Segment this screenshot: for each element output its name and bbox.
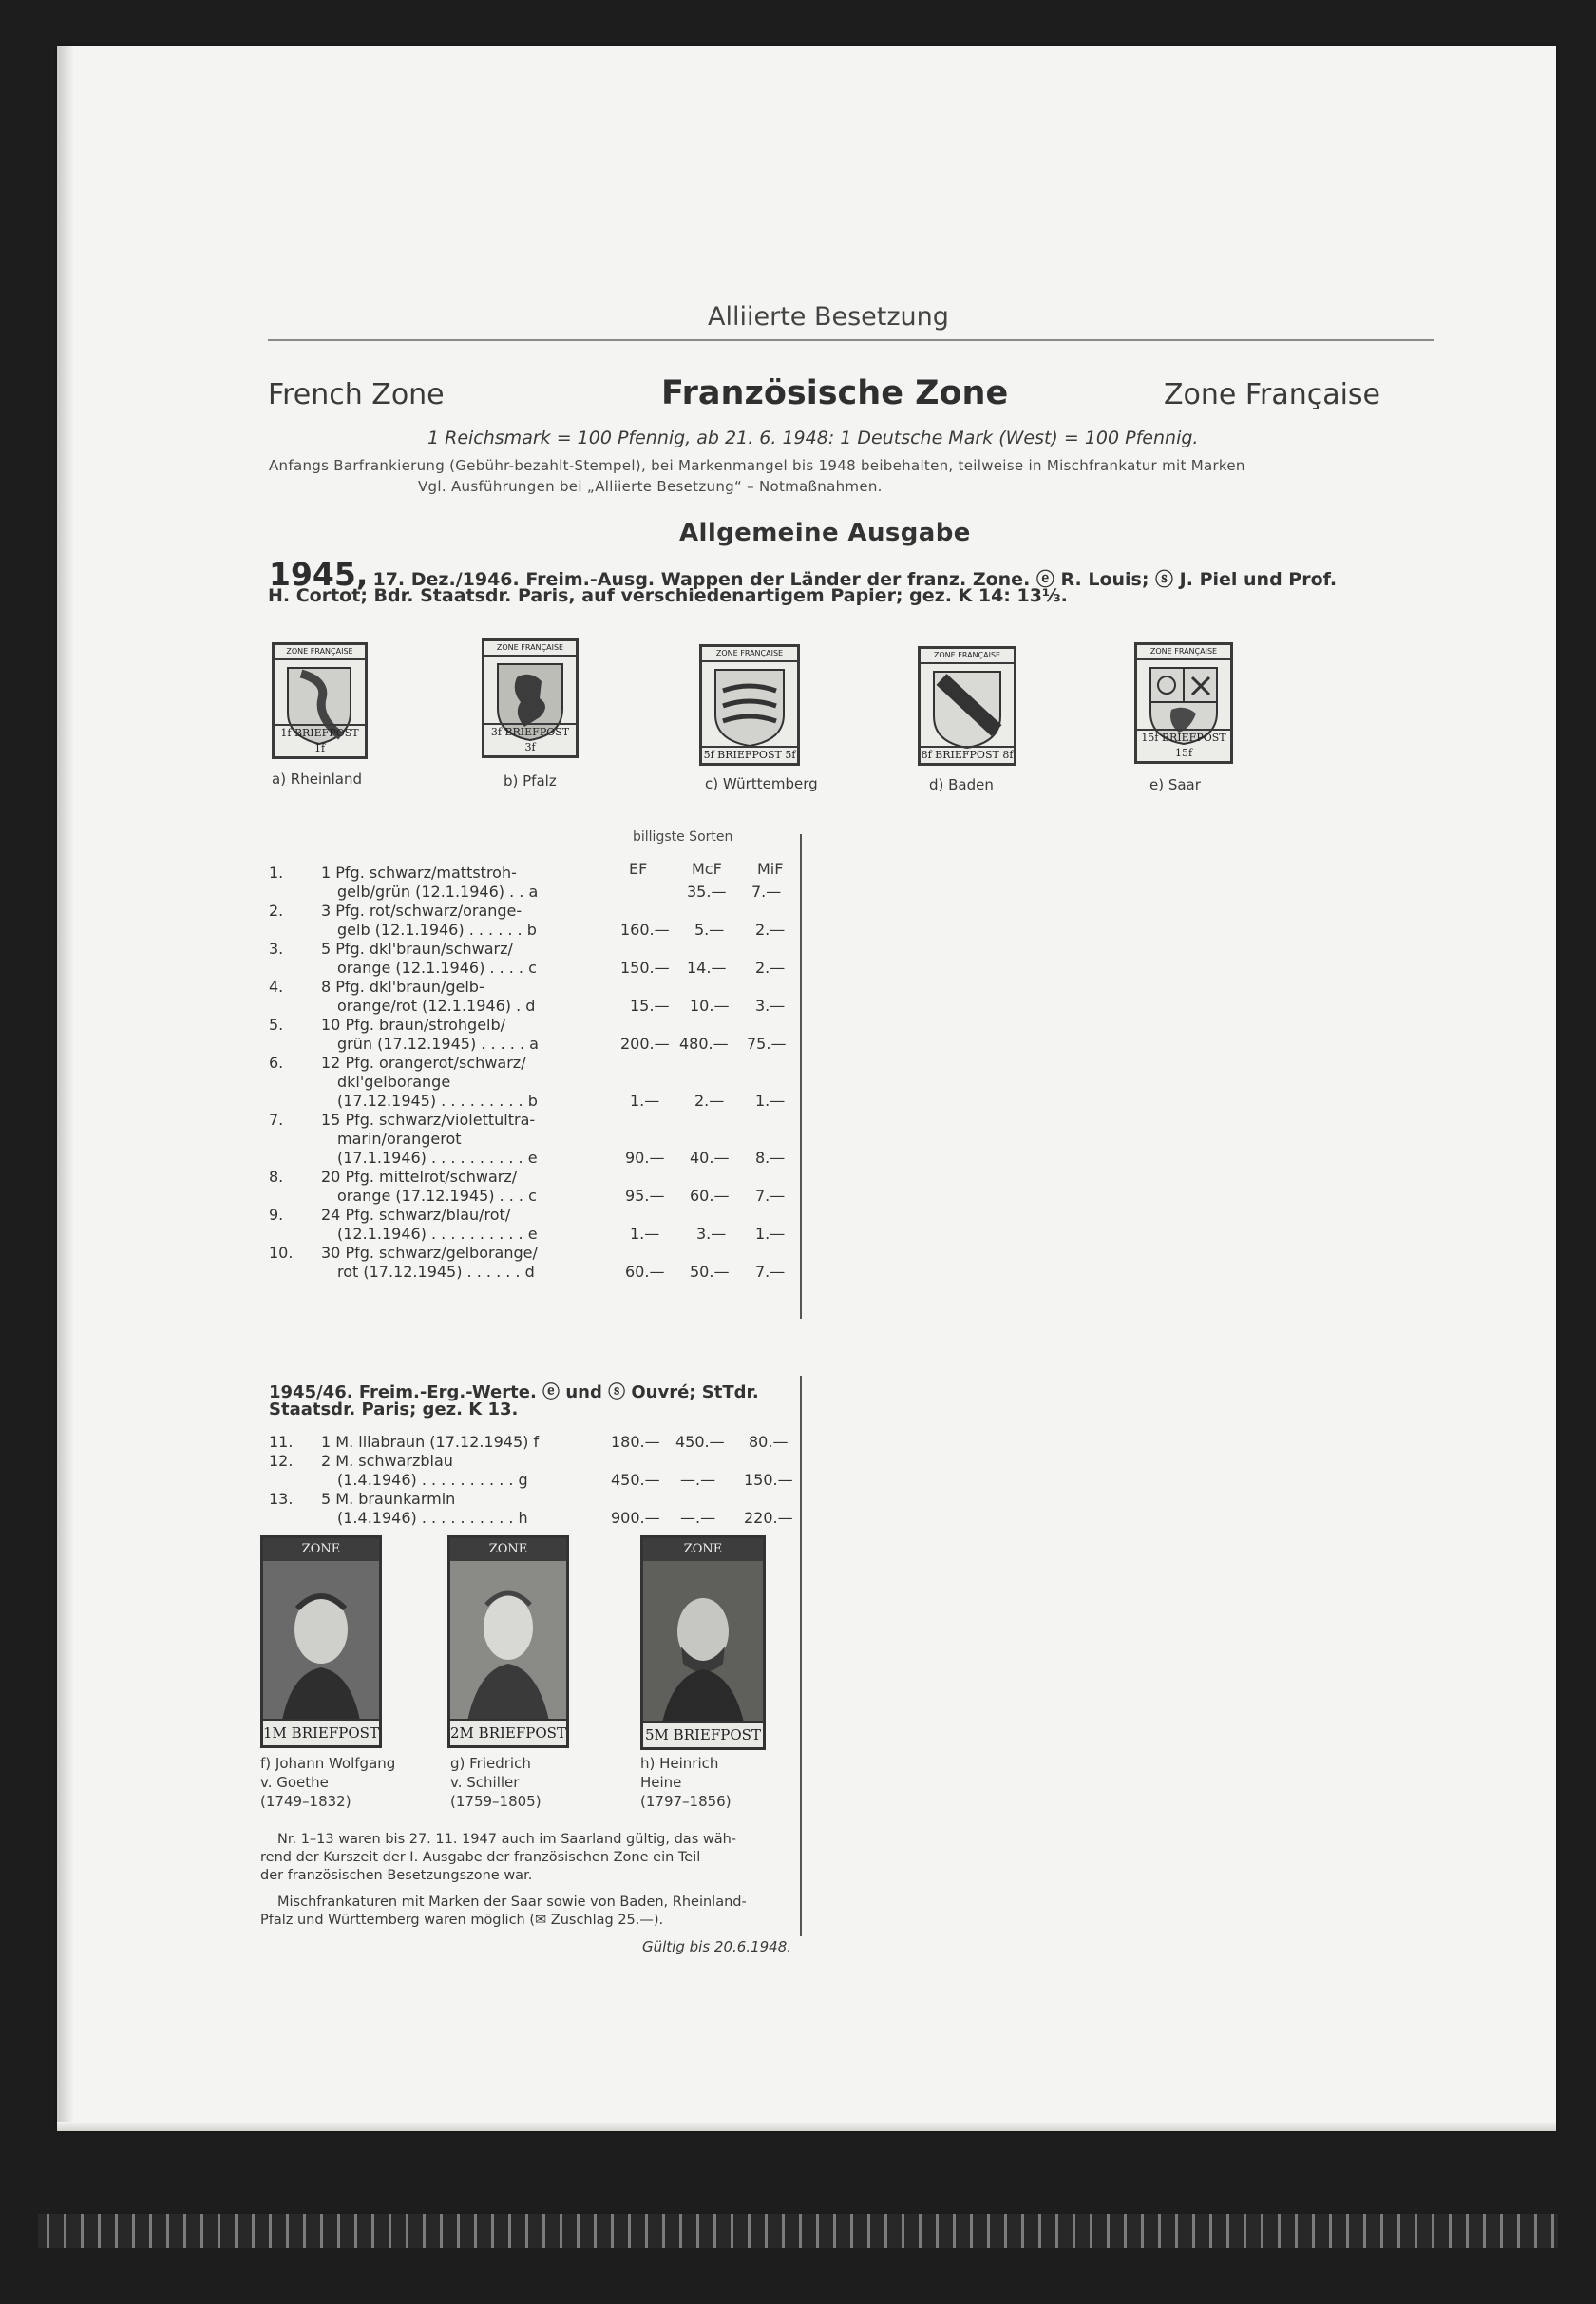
table-row xyxy=(269,1149,801,1167)
issue-heading: Staatsdr. Paris; gez. K 13. xyxy=(269,1400,519,1419)
column-header-mcf: McF xyxy=(692,860,722,878)
stamp-description: 15 Pfg. schwarz/violettultra- xyxy=(321,1111,536,1129)
stamp-caption xyxy=(640,1754,732,1811)
stamp-caption: b) Pfalz xyxy=(504,772,557,790)
stamp-description: dkl'gelborange xyxy=(337,1073,451,1091)
stamp-description: gelb/grün (12.1.1946) . . a xyxy=(337,883,539,901)
stamp-saar xyxy=(1134,642,1233,764)
stamp-description: marin/orangerot xyxy=(337,1130,462,1148)
table-row xyxy=(269,902,801,920)
price-mcf: 40.— xyxy=(690,1149,730,1167)
price-ef: 160.— xyxy=(620,921,670,939)
table-row xyxy=(269,1263,801,1281)
caption-line: v. Goethe xyxy=(260,1774,329,1791)
price-ef: 180.— xyxy=(611,1433,660,1451)
stamp-schiller xyxy=(447,1535,569,1748)
table-row xyxy=(269,1016,801,1034)
table-row xyxy=(269,978,801,996)
stamp-description: 10 Pfg. braun/strohgelb/ xyxy=(321,1016,506,1034)
table-row xyxy=(269,1187,801,1205)
price-mif: 2.— xyxy=(755,921,786,939)
stamp-header: ZONE xyxy=(643,1538,763,1561)
price-ef: 1.— xyxy=(630,1225,660,1243)
price-ef: 95.— xyxy=(625,1187,665,1205)
footnote: der französischen Besetzungszone war. xyxy=(260,1868,533,1883)
price-mcf: 3.— xyxy=(696,1225,727,1243)
table-row xyxy=(269,1130,801,1148)
portrait-schiller-icon xyxy=(450,1561,566,1721)
price-mcf: 35.— xyxy=(687,883,727,901)
stamp-number: 3. xyxy=(269,940,284,958)
stamp-footer: 3f BRIEFPOST 3f xyxy=(484,723,576,755)
price-mcf: —.— xyxy=(680,1509,716,1527)
stamp-description: 3 Pfg. rot/schwarz/orange- xyxy=(321,902,522,920)
table-row xyxy=(269,1092,801,1110)
stamp-number: 5. xyxy=(269,1016,284,1034)
column-header-mif: MiF xyxy=(757,860,784,878)
stamp-description: (1.4.1946) . . . . . . . . . . g xyxy=(337,1471,528,1489)
table-row xyxy=(269,1452,801,1470)
stamp-baden xyxy=(918,646,1016,766)
stamp-description: orange (12.1.1946) . . . . c xyxy=(337,959,537,977)
stamp-pfalz xyxy=(482,638,579,758)
stamp-header: ZONE FRANÇAISE xyxy=(484,641,576,657)
stamp-header: ZONE FRANÇAISE xyxy=(921,649,1014,664)
zone-name-french: Zone Française xyxy=(1164,378,1381,411)
price-mif: 8.— xyxy=(755,1149,786,1167)
stamp-footer: 8f BRIEFPOST 8f xyxy=(921,746,1014,763)
coat-of-arms-baden-icon xyxy=(921,664,1014,750)
price-mcf: 10.— xyxy=(690,997,730,1015)
table-row xyxy=(269,959,801,977)
caption-line: g) Friedrich xyxy=(450,1755,531,1772)
validity-note: Gültig bis 20.6.1948. xyxy=(642,1938,792,1955)
stamp-header: ZONE xyxy=(450,1538,566,1561)
zone-name-german: Französische Zone xyxy=(661,374,1009,412)
table-row xyxy=(269,997,801,1015)
stamp-caption xyxy=(260,1754,395,1811)
table-row xyxy=(269,1073,801,1091)
portrait-heine-icon xyxy=(643,1561,763,1723)
running-head: Alliierte Besetzung xyxy=(708,302,949,332)
stamp-caption: d) Baden xyxy=(929,776,994,793)
caption-line: v. Schiller xyxy=(450,1774,520,1791)
stamp-caption: c) Württemberg xyxy=(705,775,818,792)
price-mcf: 480.— xyxy=(679,1035,729,1053)
table-subheader: billigste Sorten xyxy=(633,829,733,845)
stamp-number: 11. xyxy=(269,1433,294,1451)
price-mif: 2.— xyxy=(755,959,786,977)
footnote: Nr. 1–13 waren bis 27. 11. 1947 auch im Saarland gültig, das wäh- xyxy=(277,1832,737,1847)
stamp-description: 30 Pfg. schwarz/gelborange/ xyxy=(321,1244,538,1262)
price-mcf: —.— xyxy=(680,1471,716,1489)
intro-line: Vgl. Ausführungen bei „Alliierte Besetzung“ – Notmaßnahmen. xyxy=(418,478,883,495)
zone-name-english: French Zone xyxy=(268,378,445,411)
issue-description: H. Cortot; Bdr. Staatsdr. Paris, auf verschiedenartigem Papier; gez. K 14: 13⅓. xyxy=(268,585,1068,606)
price-mif: 75.— xyxy=(747,1035,787,1053)
price-mcf: 60.— xyxy=(690,1187,730,1205)
caption-line: (1749–1832) xyxy=(260,1793,352,1810)
table-row xyxy=(269,1206,801,1224)
stamp-footer: 15f BRIEFPOST 15f xyxy=(1137,729,1230,761)
price-ef: 900.— xyxy=(611,1509,660,1527)
footnote: Mischfrankaturen mit Marken der Saar sowie von Baden, Rheinland- xyxy=(277,1895,747,1910)
price-mif: 7.— xyxy=(755,1263,786,1281)
price-mcf: 14.— xyxy=(687,959,727,977)
stamp-description: rot (17.12.1945) . . . . . . d xyxy=(337,1263,535,1281)
stamp-number: 6. xyxy=(269,1054,284,1072)
stamp-description: (17.1.1946) . . . . . . . . . . e xyxy=(337,1149,538,1167)
stamp-number: 4. xyxy=(269,978,284,996)
stamp-description: 1 Pfg. schwarz/mattstroh- xyxy=(321,864,517,882)
section-title: Allgemeine Ausgabe xyxy=(679,519,971,547)
stamp-number: 1. xyxy=(269,864,284,882)
price-mif: 1.— xyxy=(755,1092,786,1110)
table-row xyxy=(269,1111,801,1129)
stamp-description: grün (17.12.1945) . . . . . a xyxy=(337,1035,539,1053)
table-row xyxy=(269,1054,801,1072)
price-ef: 150.— xyxy=(620,959,670,977)
footnote: Pfalz und Württemberg waren möglich (✉ Zuschlag 25.—). xyxy=(260,1913,664,1928)
stamp-description: 5 Pfg. dkl'braun/schwarz/ xyxy=(321,940,513,958)
price-ef: 450.— xyxy=(611,1471,660,1489)
table-row xyxy=(269,1035,801,1053)
table-row xyxy=(269,940,801,958)
stamp-goethe xyxy=(260,1535,382,1748)
stamp-description: 24 Pfg. schwarz/blau/rot/ xyxy=(321,1206,511,1224)
price-ef: 90.— xyxy=(625,1149,665,1167)
stamp-description: 5 M. braunkarmin xyxy=(321,1490,456,1508)
stamp-header: ZONE FRANÇAISE xyxy=(275,645,365,660)
price-ef: 15.— xyxy=(630,997,670,1015)
price-mcf: 50.— xyxy=(690,1263,730,1281)
table-row xyxy=(269,1490,801,1508)
stamp-description: 8 Pfg. dkl'braun/gelb- xyxy=(321,978,484,996)
price-mif: 80.— xyxy=(749,1433,788,1451)
intro-line: Anfangs Barfrankierung (Gebühr-bezahlt-Stempel), bei Markenmangel bis 1948 beibehalten, teilweise in Mischfrankatur mit Marken xyxy=(269,457,1245,474)
stamp-description: (17.12.1945) . . . . . . . . . b xyxy=(337,1092,538,1110)
stamp-number: 7. xyxy=(269,1111,284,1129)
stamp-caption xyxy=(450,1754,542,1811)
stamp-number: 12. xyxy=(269,1452,294,1470)
stamp-footer: 2M BRIEFPOST xyxy=(450,1719,566,1745)
stamp-header: ZONE FRANÇAISE xyxy=(702,647,797,662)
table-row xyxy=(269,883,801,901)
stamp-description: gelb (12.1.1946) . . . . . . b xyxy=(337,921,537,939)
stamp-footer: 5M BRIEFPOST xyxy=(643,1721,763,1747)
stamp-header: ZONE FRANÇAISE xyxy=(1137,645,1230,660)
caption-line: (1759–1805) xyxy=(450,1793,542,1810)
issue-year: 1945, xyxy=(269,556,369,593)
price-ef: 1.— xyxy=(630,1092,660,1110)
stamp-footer: 5f BRIEFPOST 5f xyxy=(702,746,797,763)
caption-line: Heine xyxy=(640,1774,682,1791)
caption-line: f) Johann Wolfgang xyxy=(260,1755,396,1772)
issue-heading: 1945/46. Freim.-Erg.-Werte. ⓔ und ⓢ Ouvré; StTdr. xyxy=(269,1382,759,1402)
stamp-footer: 1M BRIEFPOST xyxy=(263,1719,379,1745)
stamp-number: 2. xyxy=(269,902,284,920)
stamp-description: orange/rot (12.1.1946) . d xyxy=(337,997,536,1015)
price-mif: 1.— xyxy=(755,1225,786,1243)
price-mif: 7.— xyxy=(755,1187,786,1205)
stamp-description: 20 Pfg. mittelrot/schwarz/ xyxy=(321,1168,518,1186)
stamp-description: 2 M. schwarzblau xyxy=(321,1452,453,1470)
price-mif: 150.— xyxy=(744,1471,793,1489)
album-page xyxy=(57,46,1556,2131)
stamp-description: (1.4.1946) . . . . . . . . . . h xyxy=(337,1509,528,1527)
stamp-wuerttemberg xyxy=(699,644,800,766)
stamp-description: orange (17.12.1945) . . . c xyxy=(337,1187,537,1205)
page-edge-shadow xyxy=(57,46,74,2131)
page-bottom-edge xyxy=(57,2122,1556,2131)
album-binding-strip xyxy=(38,2214,1558,2248)
column-header-ef: EF xyxy=(629,860,648,878)
table-row xyxy=(269,864,801,882)
stamp-number: 8. xyxy=(269,1168,284,1186)
coat-of-arms-wuerttemberg-icon xyxy=(702,662,797,748)
stamp-description: (12.1.1946) . . . . . . . . . . e xyxy=(337,1225,538,1243)
stamp-footer: 1f BRIEFPOST 1f xyxy=(275,724,365,756)
caption-line: (1797–1856) xyxy=(640,1793,732,1810)
table-row xyxy=(269,1244,801,1262)
price-mif: 220.— xyxy=(744,1509,793,1527)
heading-divider xyxy=(268,339,1434,341)
table-row xyxy=(269,1433,801,1451)
stamp-description: 12 Pfg. orangerot/schwarz/ xyxy=(321,1054,526,1072)
stamp-number: 13. xyxy=(269,1490,294,1508)
portrait-goethe-icon xyxy=(263,1561,379,1721)
price-mcf: 450.— xyxy=(675,1433,725,1451)
price-ef: 200.— xyxy=(620,1035,670,1053)
stamp-description: 1 M. lilabraun (17.12.1945) f xyxy=(321,1433,540,1451)
stamp-caption: a) Rheinland xyxy=(272,771,363,788)
table-row xyxy=(269,1168,801,1186)
price-mcf: 5.— xyxy=(694,921,725,939)
price-mif: 7.— xyxy=(751,883,782,901)
table-row xyxy=(269,1471,801,1489)
issue-description: 17. Dez./1946. Freim.-Ausg. Wappen der Länder der franz. Zone. ⓔ R. Louis; ⓢ J. Piel und Prof. xyxy=(372,569,1338,590)
stamp-number: 10. xyxy=(269,1244,294,1262)
footnote: rend der Kurszeit der I. Ausgabe der französischen Zone ein Teil xyxy=(260,1850,701,1865)
price-ef: 60.— xyxy=(625,1263,665,1281)
stamp-header: ZONE xyxy=(263,1538,379,1561)
price-mcf: 2.— xyxy=(694,1092,725,1110)
stamp-heine xyxy=(640,1535,766,1750)
table-row xyxy=(269,1509,801,1527)
table-row xyxy=(269,1225,801,1243)
stamp-caption: e) Saar xyxy=(1150,776,1201,793)
stamp-number: 9. xyxy=(269,1206,284,1224)
caption-line: h) Heinrich xyxy=(640,1755,719,1772)
table-row xyxy=(269,921,801,939)
price-mif: 3.— xyxy=(755,997,786,1015)
currency-note: 1 Reichsmark = 100 Pfennig, ab 21. 6. 1948: 1 Deutsche Mark (West) = 100 Pfennig. xyxy=(428,428,1199,448)
stamp-rheinland xyxy=(272,642,368,759)
